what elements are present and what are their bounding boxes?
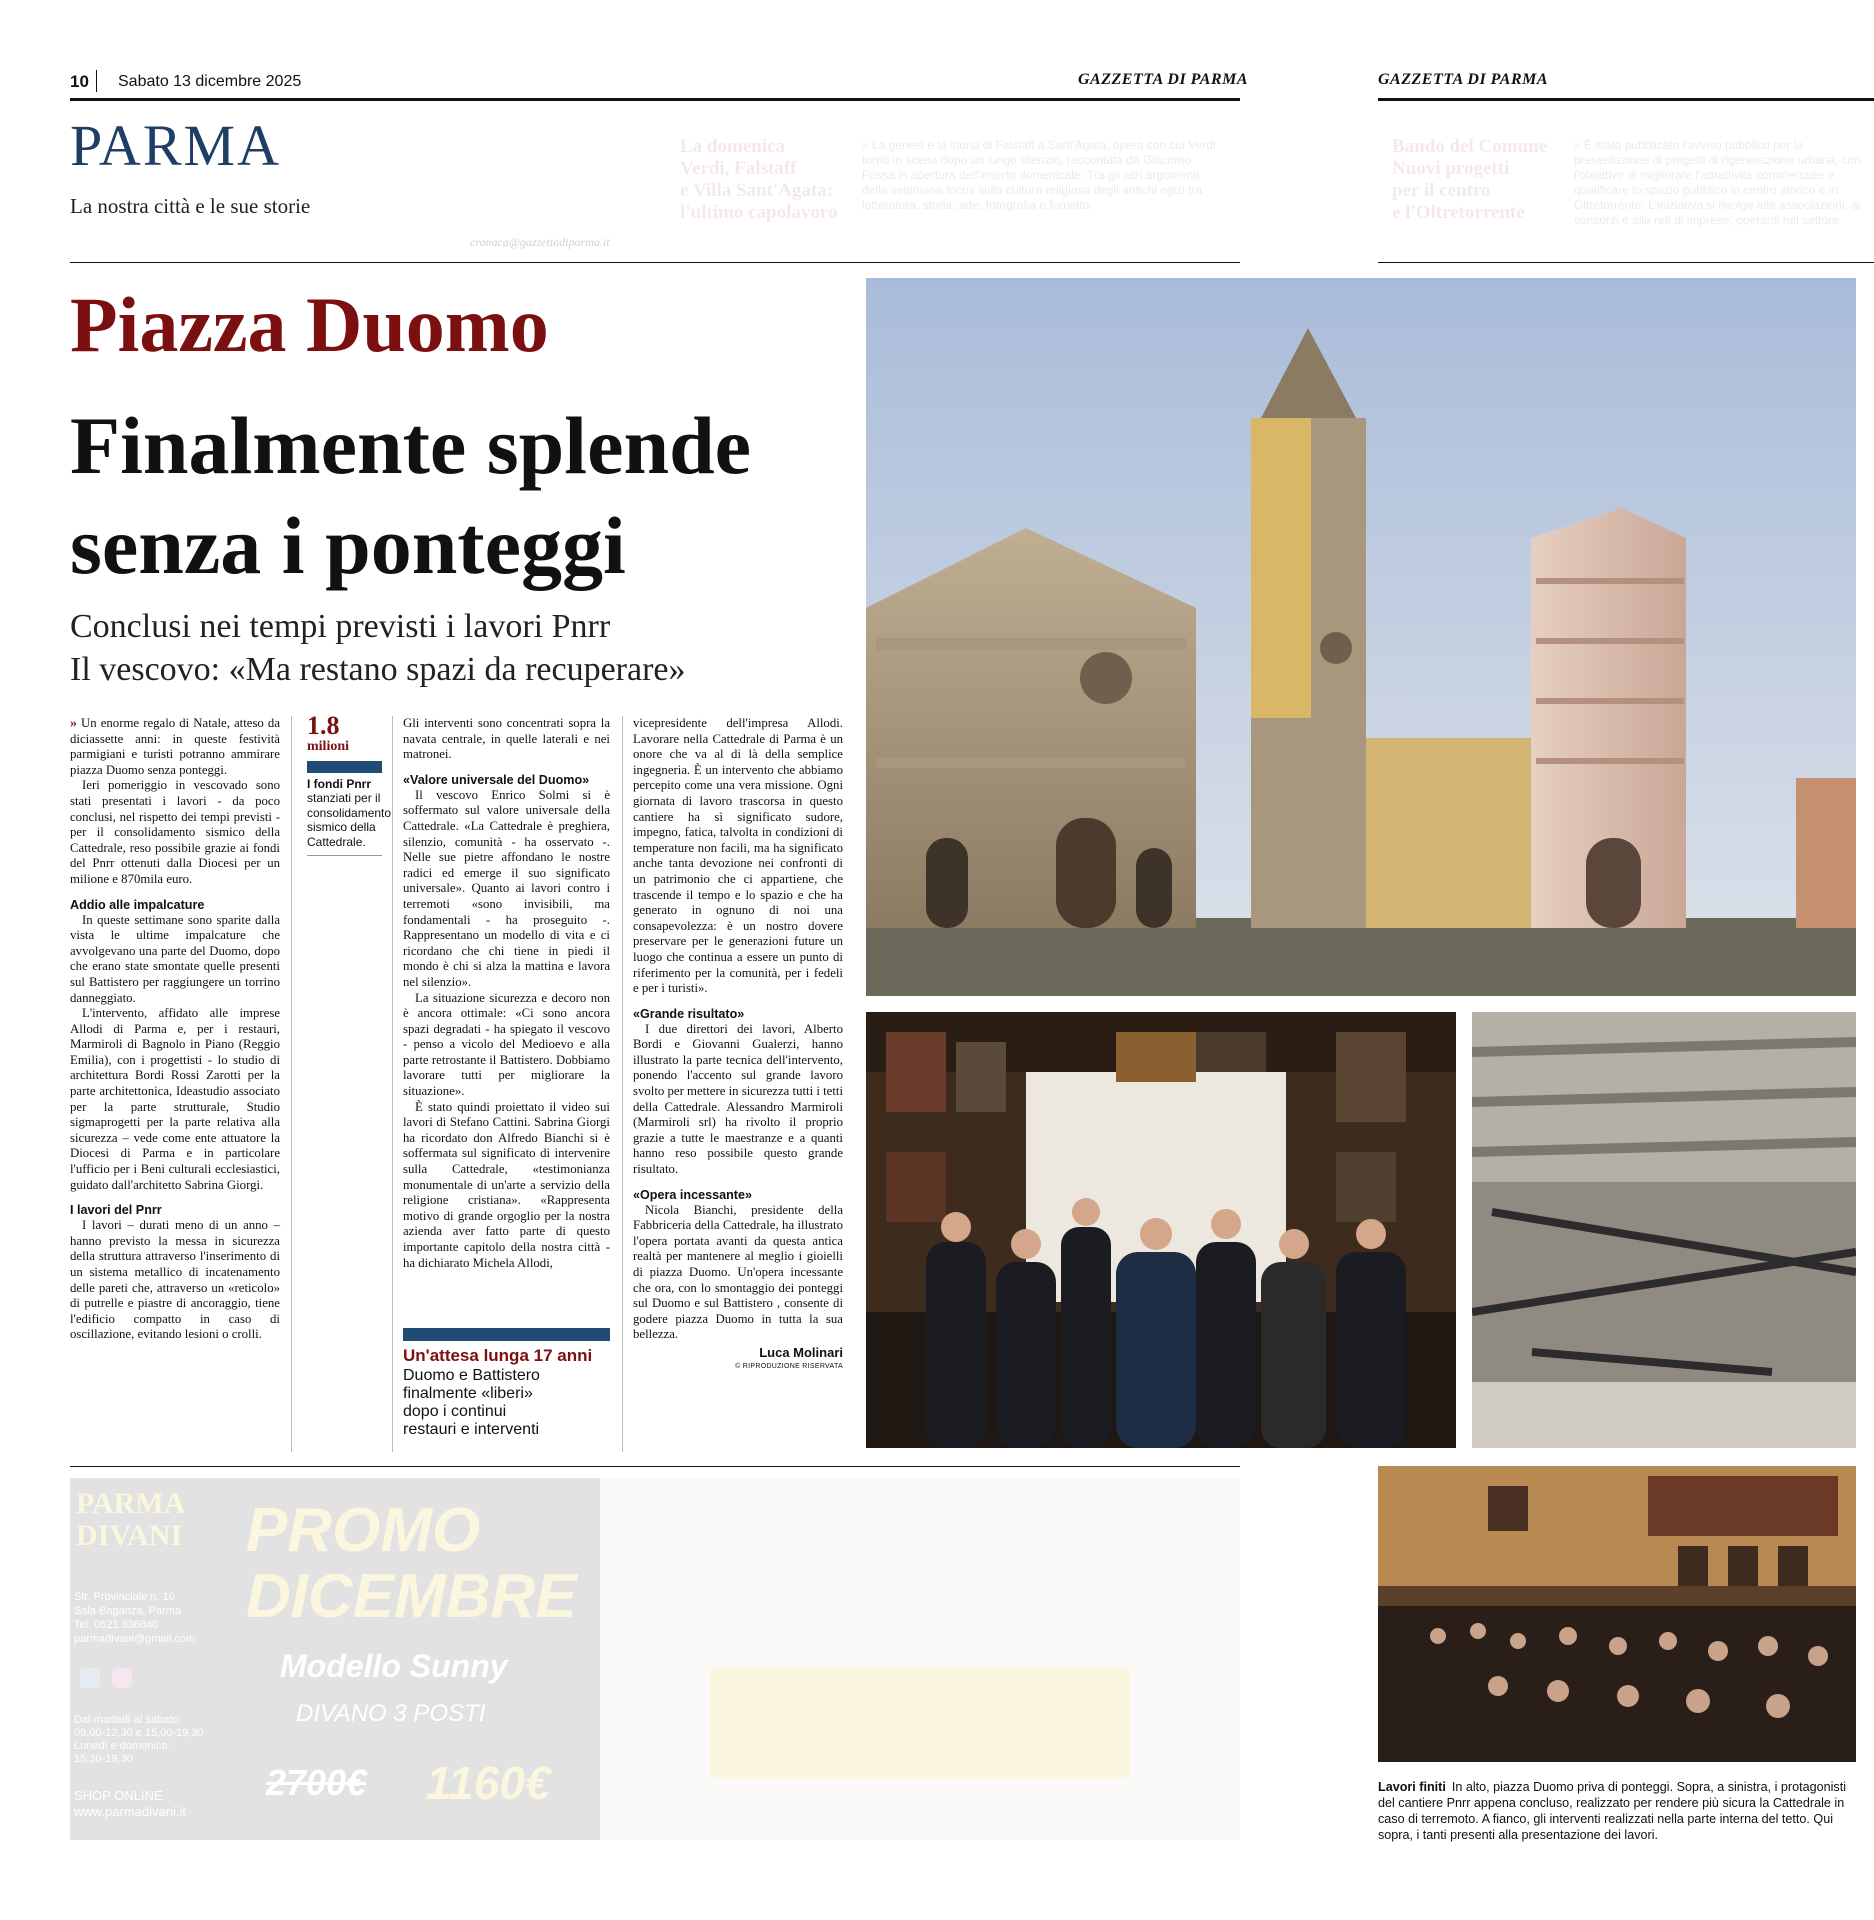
header-rule-left (70, 98, 1240, 101)
article-kicker: Piazza Duomo (70, 281, 549, 368)
paragraph: Ieri pomeriggio in vescovado sono stati presentati i lavori - da poco conclusi, nel rispetto dei tempi previsti - per il consolidamento sismico della Cattedrale, reso possibile grazie ai fondi del Pnrr ottenuti dalla Diocesi per un milione e 870mila euro. (70, 778, 280, 886)
paragraph: Nicola Bianchi, presidente della Fabbriceria della Cattedrale, ha illustrato l'opera portata avanti da questa antica realtà per mantenere al meglio i gioielli di piazza Duomo. Un'opera incessante che ora, con lo smontaggio dei ponteggi sul Duomo e sul Battistero , consente di godere piazza Duomo in tutta la sua bellezza. (633, 1202, 843, 1342)
article-column-1 (70, 716, 280, 1343)
instagram-icon (112, 1668, 132, 1688)
author-byline: Luca Molinari (759, 1344, 843, 1360)
ad-new-price: 1160€ (426, 1757, 551, 1809)
section-rule-right (1378, 262, 1874, 263)
paragraph: In queste settimane sono sparite dalla vista le ultime impalcature che avvolgevano una parte del Duomo, dopo che erano state smontate quelle presenti sul Battistero per raggiungere un torrino danneggiato. (70, 912, 280, 1005)
advertisement-parma-divani (70, 1478, 1240, 1840)
paragraph: I lavori – durati meno di un anno – hanno previsto la messa in sicurezza della struttura attraverso l'inserimento di un sistema metallico di incatenamento delle pareti che, attraverso un «reticolo» di putrelle e piastre di ancoraggio, tiene l'edificio compatto in caso di oscillazione, evitando lesioni o crolli. (70, 1218, 280, 1342)
issue-date: Sabato 13 dicembre 2025 (118, 73, 302, 90)
column-divider (291, 716, 292, 1452)
subheading: «Valore universale del Duomo» (403, 772, 590, 787)
promo-box-tender (1378, 124, 1874, 250)
promo-title-line: Verdi, Falstaff (680, 158, 797, 179)
ad-promo-line: DICEMBRE (246, 1562, 577, 1631)
caption-text: In alto, piazza Duomo priva di ponteggi. Sopra, a sinistra, i protagonisti del cantiere Pnrr appena concluso, realizzato per rendere più sicura la Cattedrale in caso di terremoto. A fianco, gli interventi realizzati nella parte interna del tetto. Qui sopra, i tanti presenti alla presentazione dei lavori. (1378, 1780, 1846, 1842)
ad-hours-line: 15,30-19,30 (74, 1753, 133, 1765)
column-divider (622, 716, 623, 1452)
cathedral-illustration (866, 278, 1856, 996)
promo-title-line: Bando del Comune (1392, 136, 1548, 157)
subheading: I lavori del Pnrr (70, 1203, 162, 1218)
ad-hours-line: Dal martedì al sabato: (74, 1714, 182, 1726)
photo-audience (1378, 1466, 1856, 1762)
photo-group-protagonists (866, 1012, 1456, 1448)
headline-line: Finalmente splende (70, 400, 752, 491)
promo-title-line: Nuovi progetti (1392, 158, 1510, 179)
promo-title-line: per il centro (1392, 180, 1491, 201)
factbox-number: 1.8 (307, 711, 340, 740)
subhead-line: Conclusi nei tempi previsti i lavori Pnrr (70, 608, 611, 645)
ad-brand-line: PARMA (76, 1487, 186, 1520)
page-number-divider (96, 70, 97, 92)
ad-brand-line: DIVANI (76, 1519, 183, 1552)
copyright-notice: © RIPRODUZIONE RISERVATA (735, 1362, 843, 1370)
quote-marker-icon: » (70, 716, 77, 731)
factbox-rule (307, 855, 382, 856)
ad-shop-online (74, 1788, 186, 1820)
ad-shop-line: www.parmadivani.it (74, 1804, 186, 1819)
ad-address (74, 1590, 195, 1646)
paragraph: vicepresidente dell'impresa Allodi. Lavorare nella Cattedrale di Parma è un onore che va al di là della semplice ingegneria. È un intervento che abbiamo percepito come una vera missione. Ogni giornata di lavoro trascorsa in questo cantiere ha sì significato sudore, impegno, fatica, talvolta in condizioni di temperature non facili, ma ha significato anche tanta devozione nei confronti di un patrimonio che ci appartiene, che trascende il tempo e lo spazio e che ha generato in ognuno di noi una consapevolezza: è un nostro dovere preservare per le generazioni future un luogo che continua a essere un punto di riferimento per la comunità, per i fedeli e per i turisti». (633, 716, 843, 996)
section-tagline: La nostra città e le sue storie (70, 194, 311, 218)
promo-title-line: La domenica (680, 136, 786, 157)
infobox-line: restauri e interventi (403, 1421, 540, 1438)
photo-roof-interior (1472, 1012, 1856, 1448)
promo-title (680, 136, 850, 224)
promo-title-line: l'ultimo capolavoro (680, 202, 838, 223)
ad-brand-logo (76, 1488, 206, 1552)
section-rule-left (70, 262, 1240, 263)
ad-promo-line: PROMO (246, 1496, 481, 1565)
caption-title: Lavori finiti (1378, 1780, 1446, 1794)
promo-text: » La genesi e la storia di Falstaff a Sant'Agata, opera con cui Verdi tornò in scena dopo un lungo silenzio, raccontata da Giacomo Fossa in apertura dell'inserto domenicale. Tra gli altri argomenti della settimana focus sulla cultura religiosa degli antichi egizi tra letteratura, storia, arte, fotografia e fumetto. (862, 138, 1216, 212)
promo-title-line: e Villa Sant'Agata: (680, 180, 834, 201)
article-subhead (70, 605, 870, 691)
header-rule-right (1378, 98, 1874, 101)
paragraph: La situazione sicurezza e decoro non è ancora ottimale: «Ci sono ancora spazi degradati - ha spiegato il vescovo - penso a vicolo del Medioevo e alla parte retrostante il Battistero. Dobbiamo lavorare tutti per migliorare la situazione». (403, 990, 610, 1099)
infobox-line: Duomo e Battistero (403, 1367, 540, 1384)
ad-address-line: Sala Baganza, Parma (74, 1605, 182, 1617)
section-email: cronaca@gazzettadiparma.it (470, 235, 610, 249)
factbox-unit: milioni (307, 739, 350, 754)
audience-illustration (1378, 1466, 1856, 1762)
ad-address-line: Tel. 0521.836840 (74, 1619, 159, 1631)
paragraph: Gli interventi sono concentrati sopra la navata centrale, in quelle laterali e nei matronei. (403, 716, 610, 762)
infobox-title: Un'attesa lunga 17 anni (403, 1346, 593, 1365)
section-title: PARMA (70, 113, 281, 178)
subhead-line: Il vescovo: «Ma restano spazi da recuperare» (70, 651, 686, 688)
promo-box-sunday (666, 124, 1240, 250)
masthead-left: GAZZETTA DI PARMA (1078, 71, 1249, 88)
roof-illustration (1472, 1012, 1856, 1448)
ad-product: DIVANO 3 POSTI (296, 1700, 486, 1727)
paragraph: È stato quindi proiettato il video sui lavori di Stefano Cattini. Sabrina Giorgi ha ricordato don Alfredo Bianchi si è soffermata sul significato di intervenire sulla Cattedrale, «testimonianza monumentale di un'arte a servizio della religione cristiana». «Rappresenta motivo di grande orgoglio per la nostra azienda aver fatto parte di questo importante capitolo della nostra città - ha dichiarato Michela Allodi, (403, 1099, 610, 1270)
article-headline (70, 396, 870, 596)
promo-text: » È stato pubblicato l'avviso pubblico per la presentazione di progetti di rigenerazione urbana, con l'obiettivo di migliorare l'attrattività commerciale e qualificare lo spazio pubblico in centro storico e in Oltretorrente. L'iniziativa si rivolge alle associazioni, ai consorzi e alle reti di imprese, operanti nel settore (1574, 138, 1861, 227)
ad-shop-line: SHOP ONLINE (74, 1788, 163, 1803)
ad-promo-title (246, 1498, 577, 1630)
masthead-right: GAZZETTA DI PARMA (1378, 71, 1549, 88)
group-illustration (866, 1012, 1456, 1448)
ad-top-rule (70, 1466, 1240, 1467)
ad-hours-line: 09,00-12,30 e 15,00-19,30 (74, 1727, 204, 1739)
ad-sofa-shape (710, 1668, 1130, 1778)
photo-piazza-duomo (866, 278, 1856, 996)
ad-hours (74, 1714, 204, 1766)
facebook-icon (80, 1668, 100, 1688)
column-divider (392, 716, 393, 1452)
infobox-line: dopo i continui (403, 1403, 507, 1420)
factbox (307, 711, 392, 856)
paragraph: L'intervento, affidato alle imprese Allodi di Parma e, per i restauri, Marmiroli di Bagnolo in Piano (Reggio Emilia), con i progettisti - lo studio di architettura Bordi Rossi Zarotti per la parte architettonica, Ideastudio associato per la parte strutturale, Studio sigmaprogetti per la parte relativa alla sicurezza – vede come ente attuatore la Diocesi di Parma e in particolare l'ufficio per i Beni culturali ecclesiastici, guidato dall'architetto Sabrina Giorgi. (70, 1006, 280, 1192)
page-number: 10 (70, 72, 89, 91)
ad-address-line: parmadivani@gmail.com (74, 1633, 196, 1645)
paragraph: Un enorme regalo di Natale, atteso da diciassette anni: in queste festività parmigiani e turisti potranno ammirare piazza Duomo senza ponteggi. (70, 716, 280, 777)
subheading: Addio alle impalcature (70, 897, 205, 912)
photo-caption (1378, 1779, 1858, 1843)
paragraph: I due direttori dei lavori, Alberto Bordi e Giovanni Gualerzi, hanno illustrato la parte tecnica dell'intervento, ponendo l'accento sul grande lavoro svolto per mettere in sicurezza tutti i tetti della Cattedrale. Alessandro Marmiroli (Marmiroli srl) ha rivolto il proprio grazie a tutte le maestranze e a quanti hanno reso possibile questo grande risultato. (633, 1021, 844, 1177)
ad-old-price: 2700€ (266, 1762, 367, 1803)
article-column-2 (403, 716, 610, 1271)
subheading: «Grande risultato» (633, 1006, 745, 1021)
paragraph: Il vescovo Enrico Solmi si è soffermato sul valore universale della Cattedrale. «La Cattedrale è preghiera, silenzio, comunità - ha osservato -. Nelle sue pietre affondano le nostre radici ed emerge il suo significato universale». Quanto ai lavori contro i terremoti «sono invisibili, ma fondamentali - ha proseguito -. Rappresentano un modello di vita e ci ricordano che chi tiene in piedi il mondo è chi si alza la mattina e lavora nel silenzio». (403, 787, 610, 989)
factbox-bar (307, 761, 382, 773)
ad-model: Modello Sunny (280, 1648, 508, 1684)
ad-hours-line: Lunedì e domenica: (74, 1740, 171, 1752)
ad-address-line: Str. Provinciale n. 10 (74, 1591, 175, 1603)
promo-title-line: e l'Oltretorrente (1392, 202, 1525, 223)
promo-title (1392, 136, 1562, 224)
infobox-text (403, 1367, 613, 1439)
ad-photo-panel (600, 1478, 1240, 1840)
subheading: «Opera incessante» (633, 1187, 753, 1202)
infobox-bar (403, 1328, 610, 1341)
headline-line: senza i ponteggi (70, 500, 626, 591)
infobox-line: finalmente «liberi» (403, 1385, 533, 1402)
factbox-text: stanziati per il consolidamento sismico della Cattedrale. (307, 791, 392, 849)
factbox-label: I fondi Pnrr (307, 777, 371, 791)
article-column-3 (633, 716, 843, 1370)
